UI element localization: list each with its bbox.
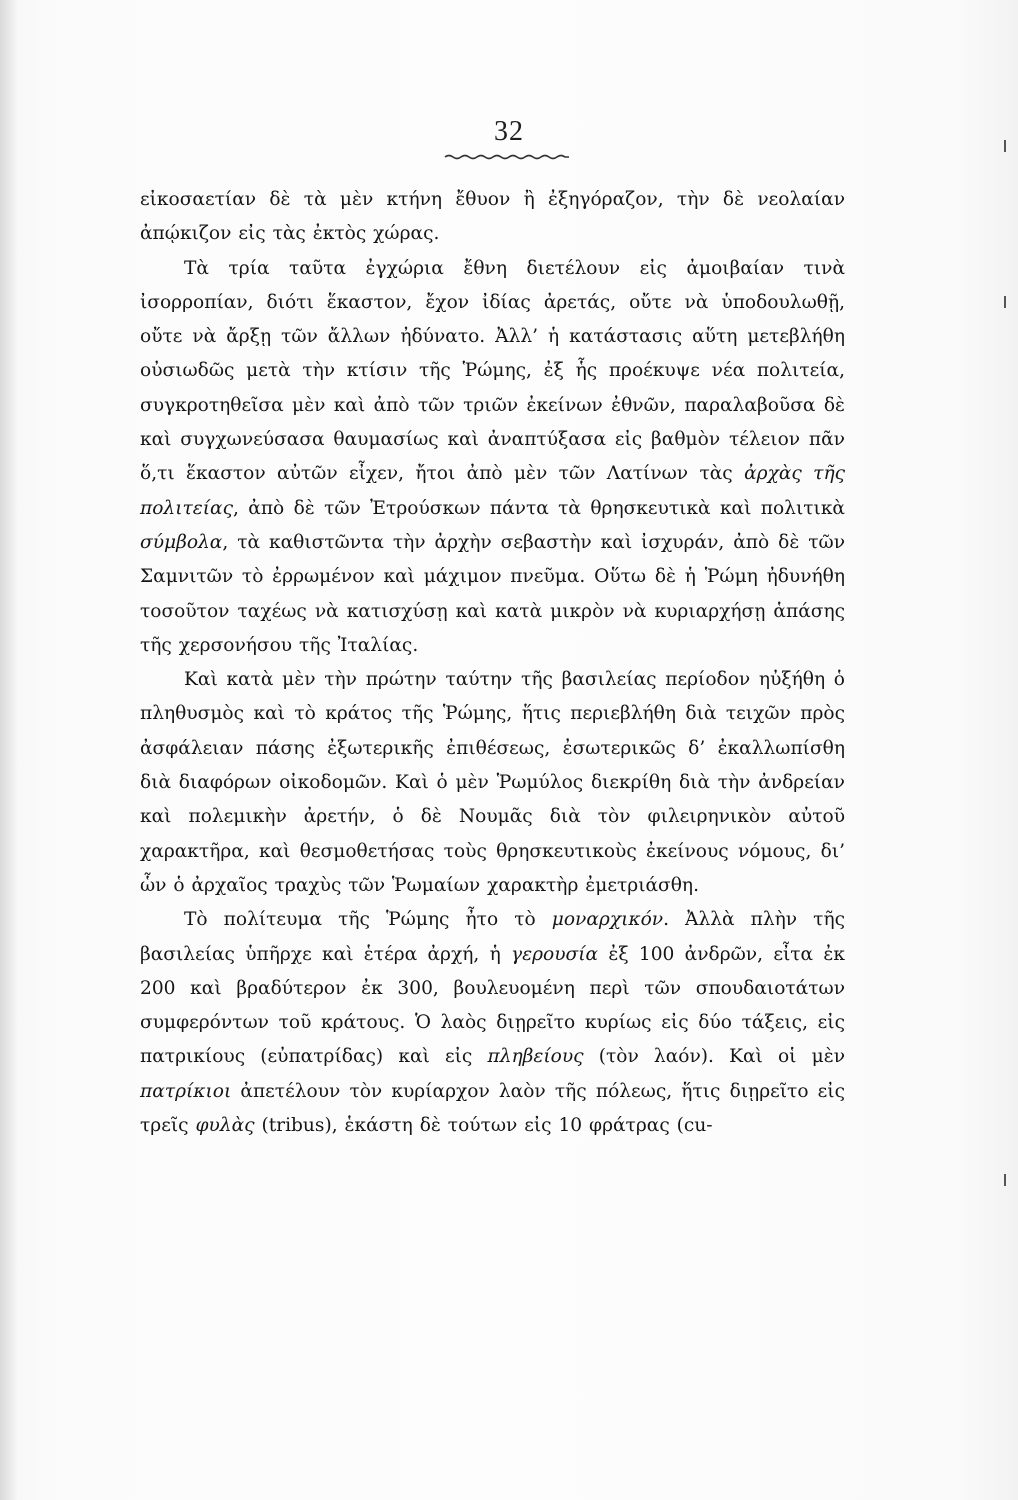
text-run: , ἀπὸ δὲ τῶν Ἐτρούσκων πάντα τὰ θρησκευτικὰ καὶ πολιτικὰ <box>233 497 845 519</box>
text-run: εἰκοσαετίαν δὲ τὰ μὲν κτήνη ἔθυον ἢ ἐξηγόραζον, τὴν δὲ νεολαίαν ἀπῴκιζον εἰς τὰς ἐκτὸς χώρας. <box>140 189 845 245</box>
italic-term: πατρίκιοι <box>140 1080 232 1102</box>
text-run: Τὰ τρία ταῦτα ἐγχώρια ἔθνη διετέλουν εἰς ἀμοιβαίαν τινὰ ἰσορροπίαν, διότι ἕκαστον, ἔχον ἰδίας ἀρετάς, οὔτε νὰ ὑποδουλωθῇ, οὔτε νὰ ἄρξῃ τῶν ἄλλων ἠδύνατο. Ἀλλ’ ἡ κατάστασις αὕτη μετεβλήθη οὐσιωδῶς μετὰ τὴν κτίσιν τῆς Ῥώμης, ἐξ ἧς προέκυψε νέα πολιτεία, συγκροτηθεῖσα μὲν καὶ ἀπὸ τῶν τριῶν ἐκείνων ἐθνῶν, παραλαβοῦσα δὲ καὶ συγχωνεύσασα θαυμασίως καὶ ἀναπτύξασα εἰς βαθμὸν τέλειον πᾶν ὅ,τι ἕκαστον αὐτῶν εἶχεν, ἤτοι ἀπὸ μὲν τῶν Λατίνων τὰς <box>140 257 845 485</box>
paragraph <box>140 663 845 903</box>
italic-term: πληβείους <box>487 1046 584 1068</box>
paragraph <box>140 252 845 664</box>
paragraph <box>140 183 845 252</box>
text-run: (tribus), ἑκάστη δὲ τούτων εἰς 10 φράτρας (cu- <box>254 1115 713 1137</box>
header-ornament-rule <box>443 154 571 160</box>
text-run: , τὰ καθιστῶντα τὴν ἀρχὴν σεβαστὴν καὶ ἰσχυράν, ἀπὸ δὲ τῶν Σαμνιτῶν τὸ ἐρρωμένον καὶ μάχιμον πνεῦμα. Οὕτω δὲ ἡ Ῥώμη ἠδυνήθη τοσοῦτον ταχέως νὰ κατισχύσῃ καὶ κατὰ μικρὸν νὰ κυριαρχήσῃ ἁπάσης τῆς χερσονήσου τῆς Ἰταλίας. <box>140 531 845 656</box>
text-run: Τὸ πολίτευμα τῆς Ῥώμης ἦτο τὸ <box>184 909 552 931</box>
edge-mark <box>1004 1174 1016 1186</box>
edge-mark <box>1004 296 1016 308</box>
text-run: ἀπετέλουν τὸν κυρίαρχον λαὸν τῆς πόλεως, ἥτις διῃρεῖτο εἰς τρεῖς <box>140 1080 845 1137</box>
page-gutter-shadow <box>0 0 18 1500</box>
text-run: ἐξ 100 ἀνδρῶν, εἶτα ἐκ 200 καὶ βραδύτερον ἐκ 300, βουλευομένη περὶ τῶν σπουδαιοτάτων συμφερόντων τοῦ κράτους. Ὁ λαὸς διῃρεῖτο κυρίως εἰς δύο τάξεις, εἰς πατρικίους (εὐπατρίδας) καὶ εἰς <box>140 943 845 1068</box>
text-run: Καὶ κατὰ μὲν τὴν πρώτην ταύτην τῆς βασιλείας περίοδον ηὐξήθη ὁ πληθυσμὸς καὶ τὸ κράτος τῆς Ῥώμης, ἥτις περιεβλήθη διὰ τειχῶν πρὸς ἀσφάλειαν πάσης ἐξωτερικῆς ἐπιθέσεως, ἐσωτερικῶς δ’ ἐκαλλωπίσθη διὰ διαφόρων οἰκοδομῶν. Καὶ ὁ μὲν Ῥωμύλος διεκρίθη διὰ τὴν ἀνδρείαν καὶ πολεμικὴν ἀρετήν, ὁ δὲ Νουμᾶς διὰ τὸν φιλειρηνικὸν αὐτοῦ χαρακτῆρα, καὶ θεσμοθετήσας τοὺς θρησκευτικοὺς ἐκείνους νόμους, δι’ ὧν ὁ ἀρχαῖος τραχὺς τῶν Ῥωμαίων χαρακτὴρ ἐμετριάσθη. <box>140 669 845 896</box>
paragraph <box>140 903 845 1143</box>
italic-term: φυλὰς <box>195 1115 255 1137</box>
italic-term: σύμβολα <box>140 531 223 553</box>
page-number: 32 <box>494 116 524 147</box>
italic-term: γερουσία <box>511 943 599 965</box>
italic-term: ἀρχὰς τῆς πολιτείας <box>140 463 845 519</box>
text-run: . Ἀλλὰ πλὴν τῆς βασιλείας ὑπῆρχε καὶ ἑτέρα ἀρχή, ἡ <box>140 909 846 965</box>
italic-term: μοναρχικόν <box>551 909 664 931</box>
body-text <box>140 183 845 1143</box>
text-run: (τὸν λαόν). Καὶ οἱ μὲν <box>583 1046 845 1068</box>
edge-mark <box>1004 140 1016 152</box>
